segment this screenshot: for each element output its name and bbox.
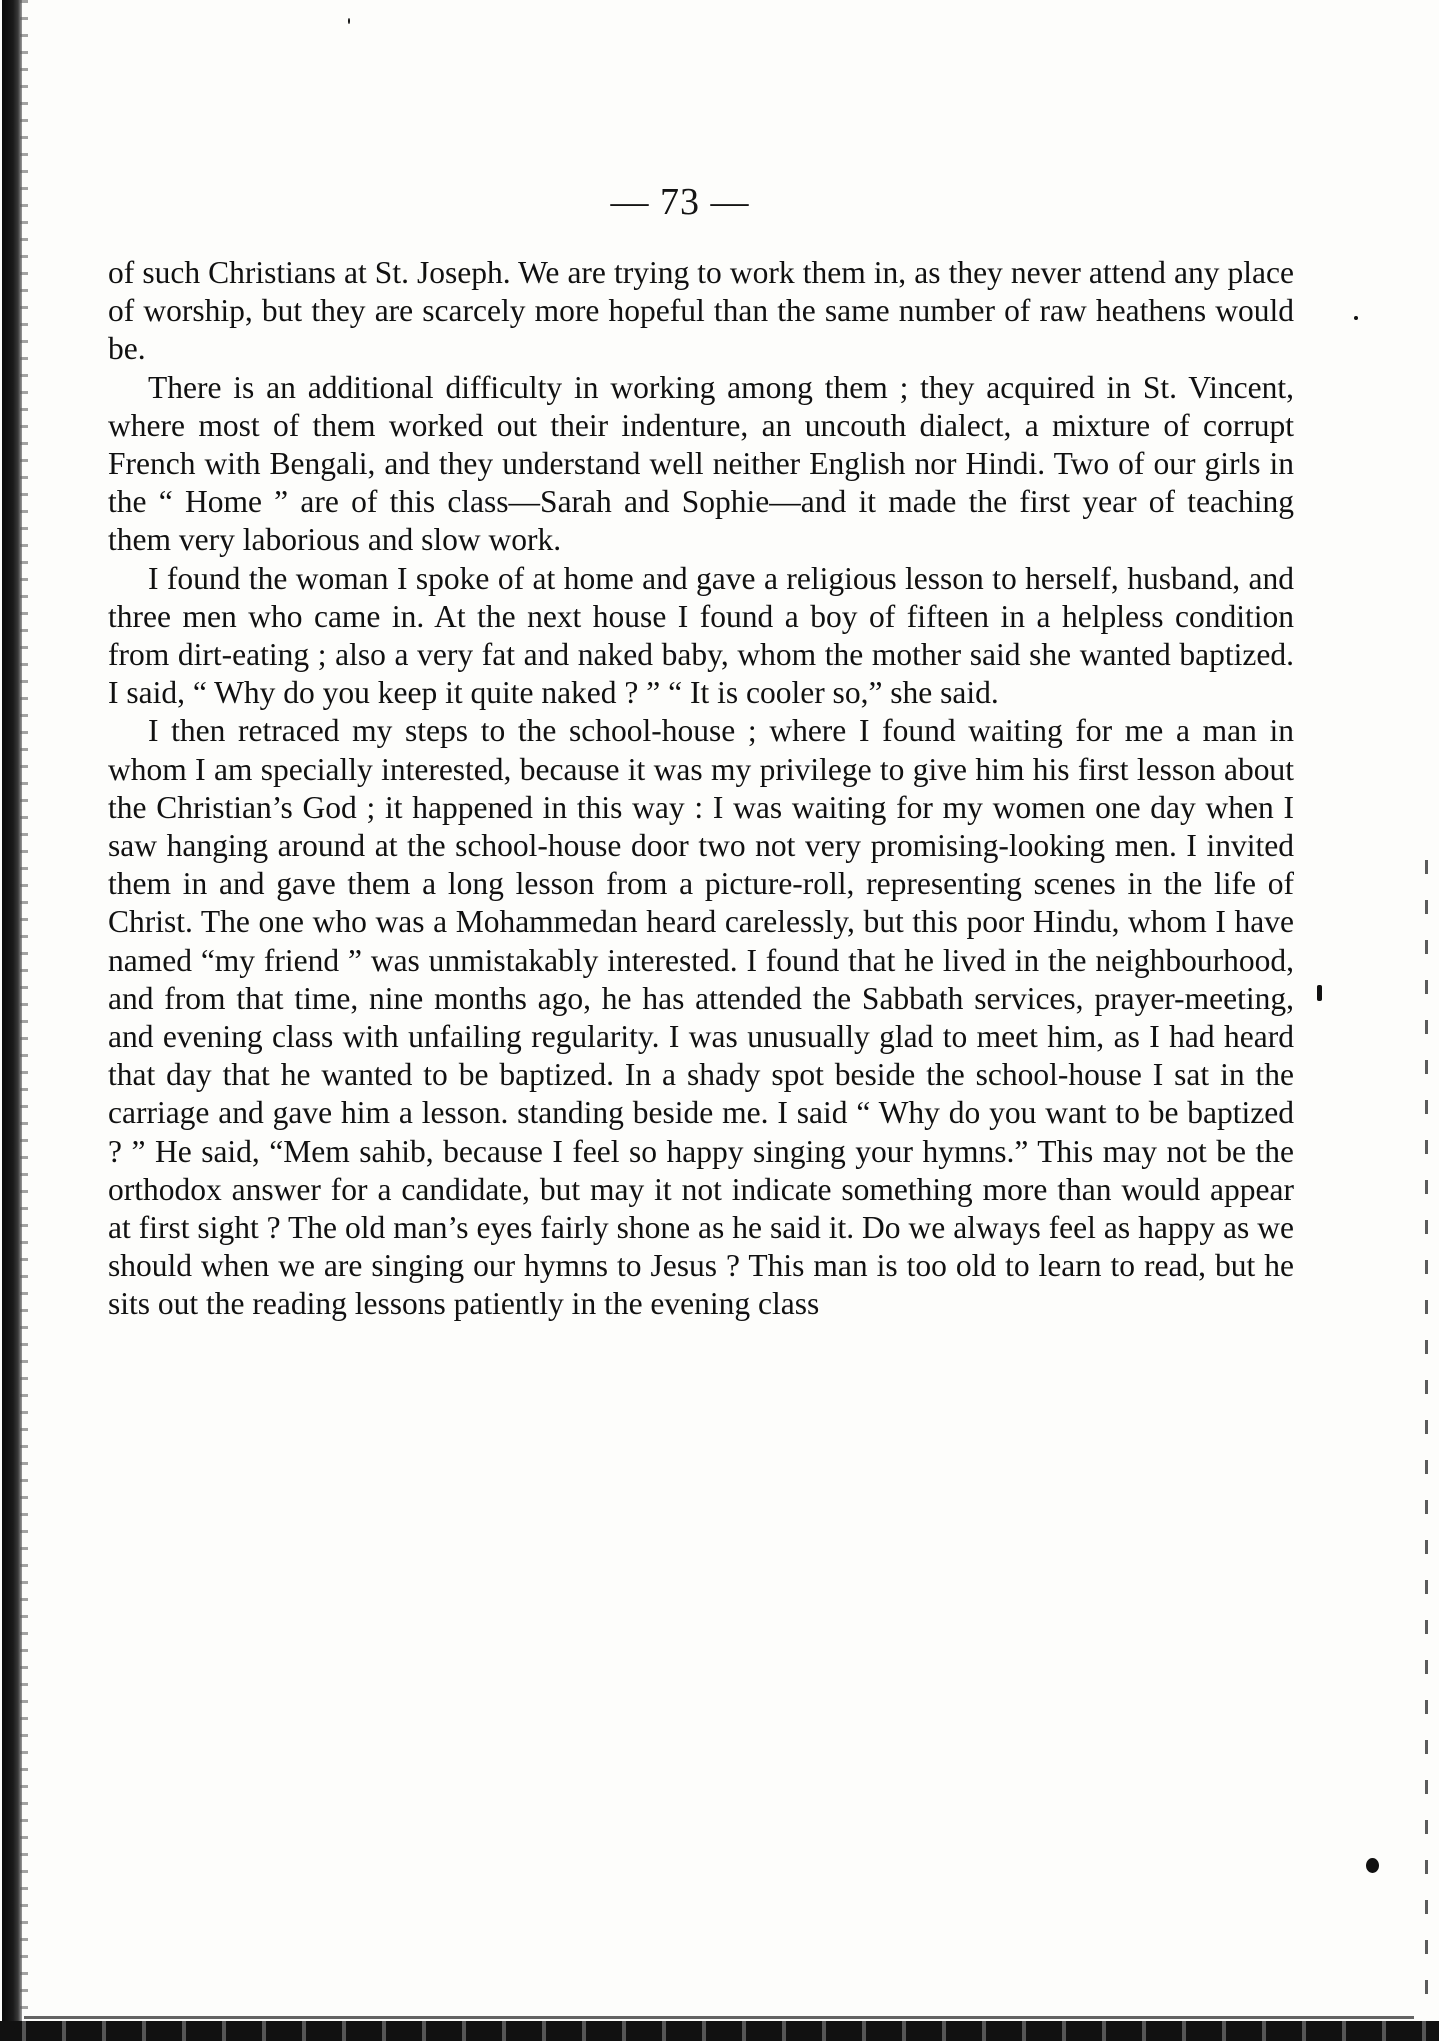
- ink-mark: [1317, 985, 1322, 1001]
- paragraph-home-visit: I found the woman I spoke of at home and gave a religious lesson to herself, husband, and three men who came in. At the next house I found a boy of fifteen in a helpless condition from dirt-eating ; also a very fat and naked baby, whom the mother said she wanted baptized. I said, “ Why do you keep it quite naked ? ” “ It is cooler so,” she said.: [108, 560, 1294, 711]
- paragraph-school-house: I then retraced my steps to the school-house ; where I found waiting for me a man in whom I am specially interested, because it was my privilege to give him his first lesson about the Christian’s God ; it happened in this way : I was waiting for my women one day when I saw hanging around at the school-house door two not very promising-looking men. I invited them in and gave them a long lesson from a picture-roll, representing scenes in the life of Christ. The one who was a Mohammedan heard carelessly, but this poor Hindu, whom I have named “my friend ” was unmistakably interested. I found that he lived in the neighbourhood, and from that time, nine months ago, he has attended the Sabbath services, prayer-meeting, and evening class with unfailing regularity. I was unusually glad to meet him, as I had heard that day that he wanted to be baptized. In a shady spot beside the school-house I sat in the carriage and gave him a lesson. standing beside me. I said “ Why do you want to be baptized ? ” He said, “Mem sahib, because I feel so happy singing your hymns.” This may not be the orthodox answer for a candidate, but may it not indicate something more than would appear at first sight ? The old man’s eyes fairly shone as he said it. Do we always feel as happy as we should when we are singing our hymns to Jesus ? This man is too old to learn to read, but he sits out the reading lessons patiently in the evening class: [108, 713, 1294, 1322]
- bottom-scan-edge: [0, 2021, 1439, 2041]
- paragraph-continuation: of such Christians at St. Joseph. We are trying to work them in, as they never attend any place of worship, but they are scarcely more hopeful than the same number of raw heathens would be.: [108, 255, 1294, 367]
- bottom-rule: [24, 2016, 1414, 2019]
- binding-edge-speckle: [20, 0, 28, 2041]
- paragraph-dialect: There is an additional difficulty in working among them ; they acquired in St. Vincent, where most of them worked out their indenture, an uncouth dialect, a mixture of corrupt French with Bengali, and they understand well neither English nor Hindi. Two of our girls in the “ Home ” are of this class—Sarah and Sophie—and it made the first year of teaching them very laborious and slow work.: [108, 369, 1294, 558]
- binding-edge-shadow: [2, 0, 22, 2041]
- page-number: — 73 —: [610, 181, 750, 223]
- ink-blot: [1366, 1858, 1379, 1873]
- ink-tick: [348, 18, 350, 24]
- body-text: [108, 254, 1294, 1324]
- right-margin-marks: [1425, 860, 1428, 2010]
- ink-speck: [1354, 316, 1358, 320]
